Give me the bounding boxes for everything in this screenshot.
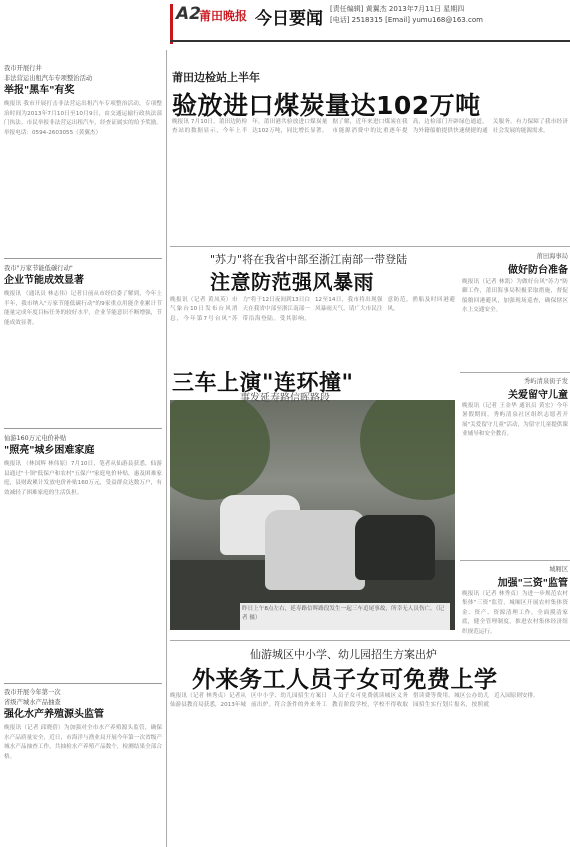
column-body: 晚报讯（记者 林凯）为做好台风"苏力"防御工作，莆田海事局积极采取措施，督促船舶回港避风，加强现场巡查，确保辖区水上交通安全。 <box>462 279 568 314</box>
sidebar-story-4 <box>4 688 162 843</box>
sidebar-kicker: 非法营运出租汽车专项整治活动 <box>4 75 93 82</box>
story-headline: 注意防范强风暴雨 <box>210 270 374 294</box>
sidebar-body: 晚报讯（记者 邱晓蓓）为加强对全市水产养殖源头监管，确保水产品质量安全，近日，市海洋与渔业局开展今年第一次省级产城水产品抽查工作，共抽检水产养殖产品数个，检测结果全部合格。 <box>4 725 162 760</box>
divider <box>4 258 162 259</box>
story-body: 晚报讯（记者 黄凤英）市气象台10日发布台风消息，今年第7号台风"苏力"将于12日夜间到13日白天在我省中部至浙江南部一带沿海登陆。受其影响，12至14日，我市将出现强风暴雨天气，请广大市民注意防范，渔船及时回港避风。 <box>170 297 455 322</box>
accident-photo <box>170 400 455 630</box>
story-kicker: "苏力"将在我省中部至浙江南部一带登陆 <box>210 253 408 266</box>
column-headline: 做好防台准备 <box>508 265 568 276</box>
sidebar-kicker: 仙游160万元电价补贴 <box>4 435 67 442</box>
column-divider <box>166 50 167 847</box>
tree-shape <box>170 400 270 500</box>
page-number: A2 <box>176 4 201 24</box>
story-headline: 三车上演"连环撞" <box>172 371 354 396</box>
car-shape <box>355 515 435 580</box>
story-subhead: 事发延寿路信晖路段 <box>240 393 330 404</box>
contact-line: [电话] 2518315 [Email] yumu168@163.com <box>330 16 483 24</box>
sidebar <box>0 50 165 847</box>
story-kicker: 莆田边检站上半年 <box>172 71 260 84</box>
divider <box>460 372 570 373</box>
section-title: 今日要闻 <box>255 9 323 29</box>
story-body: 晚报讯（记者 林秀贞）记者从仙游县教育局获悉，2013年城区中小学、幼儿园招生方案日前出炉。符合条件的外来务工人员子女可免费就读城区义务教育阶段学校，学校不得收取借读费等费用。城区公办幼儿园招生实行划片报名，按照就近入园原则安排。 <box>170 693 539 709</box>
divider <box>460 560 570 561</box>
column-kicker: 莆田海事局 <box>536 253 568 260</box>
column-body: 晚报讯（记者 王金华 通讯员 黄宏）今年暑假期间，秀屿清泉社区组织志愿者开展"关爱留守儿童"活动，为留守儿童提供课业辅导和安全教育。 <box>462 403 568 438</box>
masthead <box>0 0 570 50</box>
story-headline: 外来务工人员子女可免费上学 <box>192 667 498 693</box>
sidebar-body: 晚报讯 我市开展打击非法营运出租汽车专项整治活动，专项整治时间为2013年7月10日至10月9日，由交通运输行政执法部门执法。市民举报非法营运出租汽车，经查证属实的给予奖励。举报电话：0594-2603055（黄翼杰） <box>4 101 162 136</box>
story-kicker: 仙游城区中小学、幼儿园招生方案出炉 <box>250 648 437 661</box>
sidebar-kicker: 省级产城水产品抽查 <box>4 699 61 706</box>
column-kicker: 城厢区 <box>549 566 568 573</box>
divider <box>170 640 570 641</box>
column-body: 晚报讯（记者 林秀贞）为进一步规范农村集体"三资"监管，城厢区开展农村集体资金、资产、资源清理工作，全面摸清家底，健全管理制度，推进农村集体经济组织规范运行。 <box>462 591 568 635</box>
column-headline: 关爱留守儿童 <box>508 390 568 401</box>
divider <box>4 683 162 684</box>
car-shape <box>265 510 365 590</box>
story-body: 晚报讯 7月10日，莆田边防检查站的数据显示，今年上半年，莆田港共验放进口煤炭量达102万吨，同比增长显著。据了解，近年来进口煤炭在我市能源消费中的比重逐年提高，边检部门开辟绿色通道，为外籍船舶提供快速便捷的通关服务，有力保障了我市经济社会发展的能源需求。 <box>172 119 568 135</box>
sidebar-body: 晚报讯 （通讯员 林志伟）记者日前从市经信委了解到，今年上半年，我市纳入"万家节能低碳行动"的9家重点用能企业累计节能量完成年度目标任务的较好水平，企业节能意识不断增强，节能成效显著。 <box>4 291 162 326</box>
sidebar-story-3 <box>4 434 162 679</box>
sidebar-headline: 企业节能成效显著 <box>4 275 84 286</box>
sidebar-kicker: 我市"万家节能低碳行动" <box>4 265 73 272</box>
divider <box>4 428 162 429</box>
tree-shape <box>360 400 455 500</box>
column-headline: 加强"三资"监管 <box>497 578 568 589</box>
sidebar-body: 晚报讯 （林国辉 林伟原）7月10日，笔者从仙游县获悉，仙游县通过"十领"低保户和农村"五保户"家庭电价补贴，惠及困难家庭，县财政累计发放电价补贴160万元，受益群众达数万户，有效减轻了困难家庭的生活负担。 <box>4 461 162 496</box>
sidebar-kicker: 我市开展行井 <box>4 65 42 72</box>
masthead-rule <box>170 40 570 42</box>
paper-name: 莆田晚报 <box>199 9 248 23</box>
sidebar-headline: 强化水产养殖源头监管 <box>4 709 104 720</box>
masthead-meta <box>330 4 568 26</box>
column-kicker: 秀屿清泉街子发 <box>523 378 568 385</box>
divider <box>170 246 570 247</box>
section-marker <box>170 4 173 44</box>
sidebar-story-2 <box>4 264 162 424</box>
sidebar-kicker: 我市开展今年第一次 <box>4 689 61 696</box>
photo-caption: 昨日上午8点左右，延寿路信晖路段发生一起三车追尾事故，所幸无人员伤亡。（记者 摄） <box>240 603 450 631</box>
sidebar-headline: 举报"黑车"有奖 <box>4 85 75 96</box>
story-headline: 验放进口煤炭量达102万吨 <box>172 91 481 120</box>
main-content <box>170 50 570 847</box>
sidebar-story-1 <box>4 64 162 254</box>
sidebar-headline: "照亮"城乡困难家庭 <box>4 445 95 456</box>
editor-line: [责任编辑] 黄翼杰 2013年7月11日 星期四 <box>330 5 465 13</box>
